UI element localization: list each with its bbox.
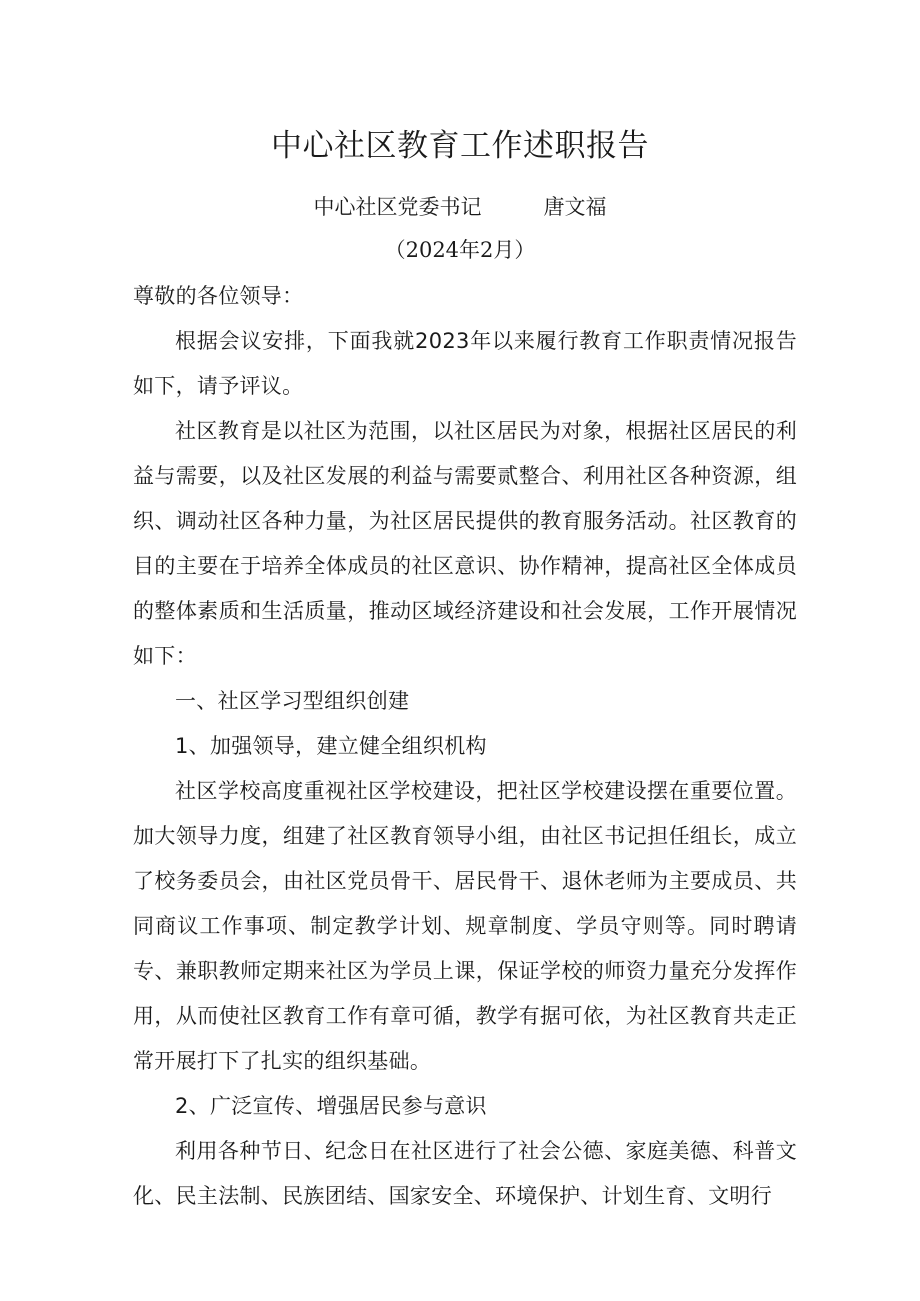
author-name: 唐文福 <box>543 195 607 219</box>
subsection-paragraph-2: 利用各种节日、纪念日在社区进行了社会公德、家庭美德、科普文化、民主法制、民族团结、国家安全、环境保护、计划生育、文明行 <box>133 1139 797 1208</box>
section-heading-1: 一、社区学习型组织创建 <box>175 689 410 713</box>
salutation: 尊敬的各位领导： <box>133 284 304 308</box>
subsection-heading-2: 2、广泛宣传、增强居民参与意识 <box>175 1094 487 1118</box>
author-line <box>0 189 920 225</box>
subsection-heading-1: 1、加强领导，建立健全组织机构 <box>175 734 487 758</box>
report-date: （2024年2月） <box>384 238 536 262</box>
author-role: 中心社区党委书记 <box>313 195 482 219</box>
intro-paragraph: 根据会议安排，下面我就2023年以来履行教育工作职责情况报告如下，请予评议。 <box>133 329 797 398</box>
overview-paragraph: 社区教育是以社区为范围，以社区居民为对象，根据社区居民的利益与需要，以及社区发展的利益与需要贰整合、利用社区各种资源，组织、调动社区各种力量，为社区居民提供的教育服务活动。社区教育的目的主要在于培养全体成员的社区意识、协作精神，提高社区全体成员的整体素质和生活质量，推动区域经济建设和社会发展，工作开展情况如下： <box>133 419 797 668</box>
document-title: 中心社区教育工作述职报告 <box>271 128 649 164</box>
document-body <box>133 274 797 1219</box>
subsection-paragraph-1: 社区学校高度重视社区学校建设，把社区学校建设摆在重要位置。加大领导力度，组建了社区教育领导小组，由社区书记担任组长，成立了校务委员会，由社区党员骨干、居民骨干、退休老师为主要成员、共同商议工作事项、制定教学计划、规章制度、学员守则等。同时聘请专、兼职教师定期来社区为学员上课，保证学校的师资力量充分发挥作用，从而使社区教育工作有章可循，教学有据可依，为社区教育共走正常开展打下了扎实的组织基础。 <box>133 779 797 1073</box>
